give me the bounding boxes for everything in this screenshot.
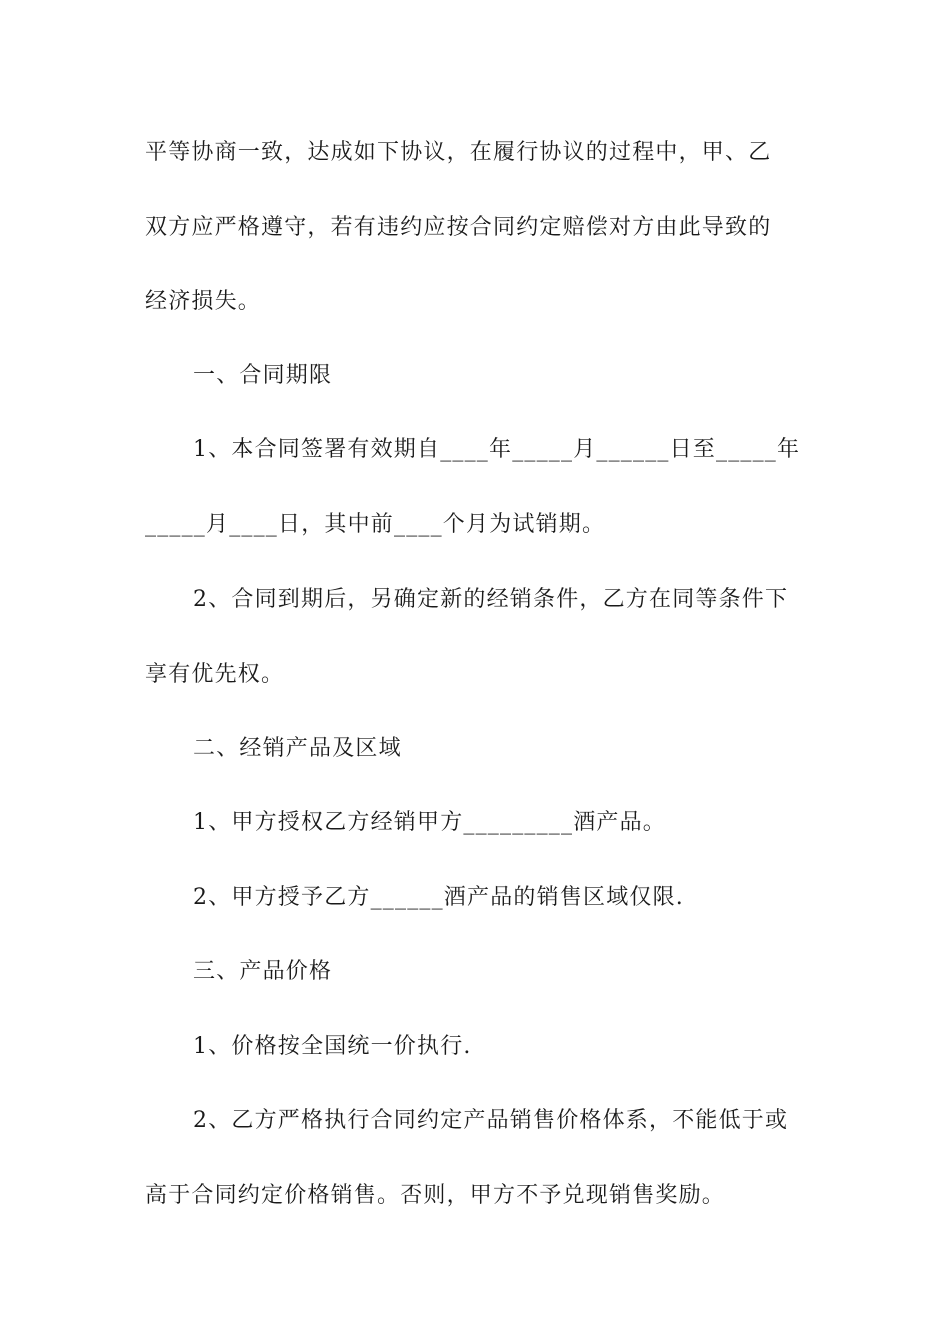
paragraph-intro [145,116,810,340]
heading-text: 二、经销产品及区域 [193,736,402,761]
text-line: 高于合同约定价格销售。否则，甲方不予兑现销售奖励。 [145,1182,726,1208]
clause-product-authorization [145,786,858,861]
heading-text: 三、产品价格 [193,959,333,984]
text-line: 1、本合同签署有效期自____年_____月______日至_____年 [193,437,801,462]
text-line: 2、合同到期后，另确定新的经销条件，乙方在同等条件下 [193,587,789,612]
text-line: 2、甲方授予乙方______酒产品的销售区域仅限. [193,885,684,910]
text-line: 双方应严格遵守，若有违约应按合同约定赔偿对方由此导致的 [145,214,772,240]
text-line: 2、乙方严格执行合同约定产品销售价格体系，不能低于或 [193,1108,789,1133]
clause-renewal-priority [145,563,810,712]
clause-term-period [145,413,810,562]
text-line: 享有优先权。 [145,661,285,687]
text-line: 经济损失。 [145,289,262,314]
text-line: 平等协商一致，达成如下协议，在履行协议的过程中，甲、乙 [145,140,772,165]
section-heading-term [145,339,858,414]
text-line: 1、价格按全国统一价执行. [193,1034,472,1059]
text-line: _____月____日，其中前____个月为试销期。 [145,511,606,537]
section-heading-products [145,712,858,787]
text-line: 1、甲方授权乙方经销甲方_________酒产品。 [193,810,666,835]
heading-text: 一、合同期限 [193,363,333,388]
clause-price-system [145,1084,810,1233]
clause-unified-price [145,1010,858,1085]
section-heading-price [145,935,858,1010]
clause-sales-region [145,861,858,936]
